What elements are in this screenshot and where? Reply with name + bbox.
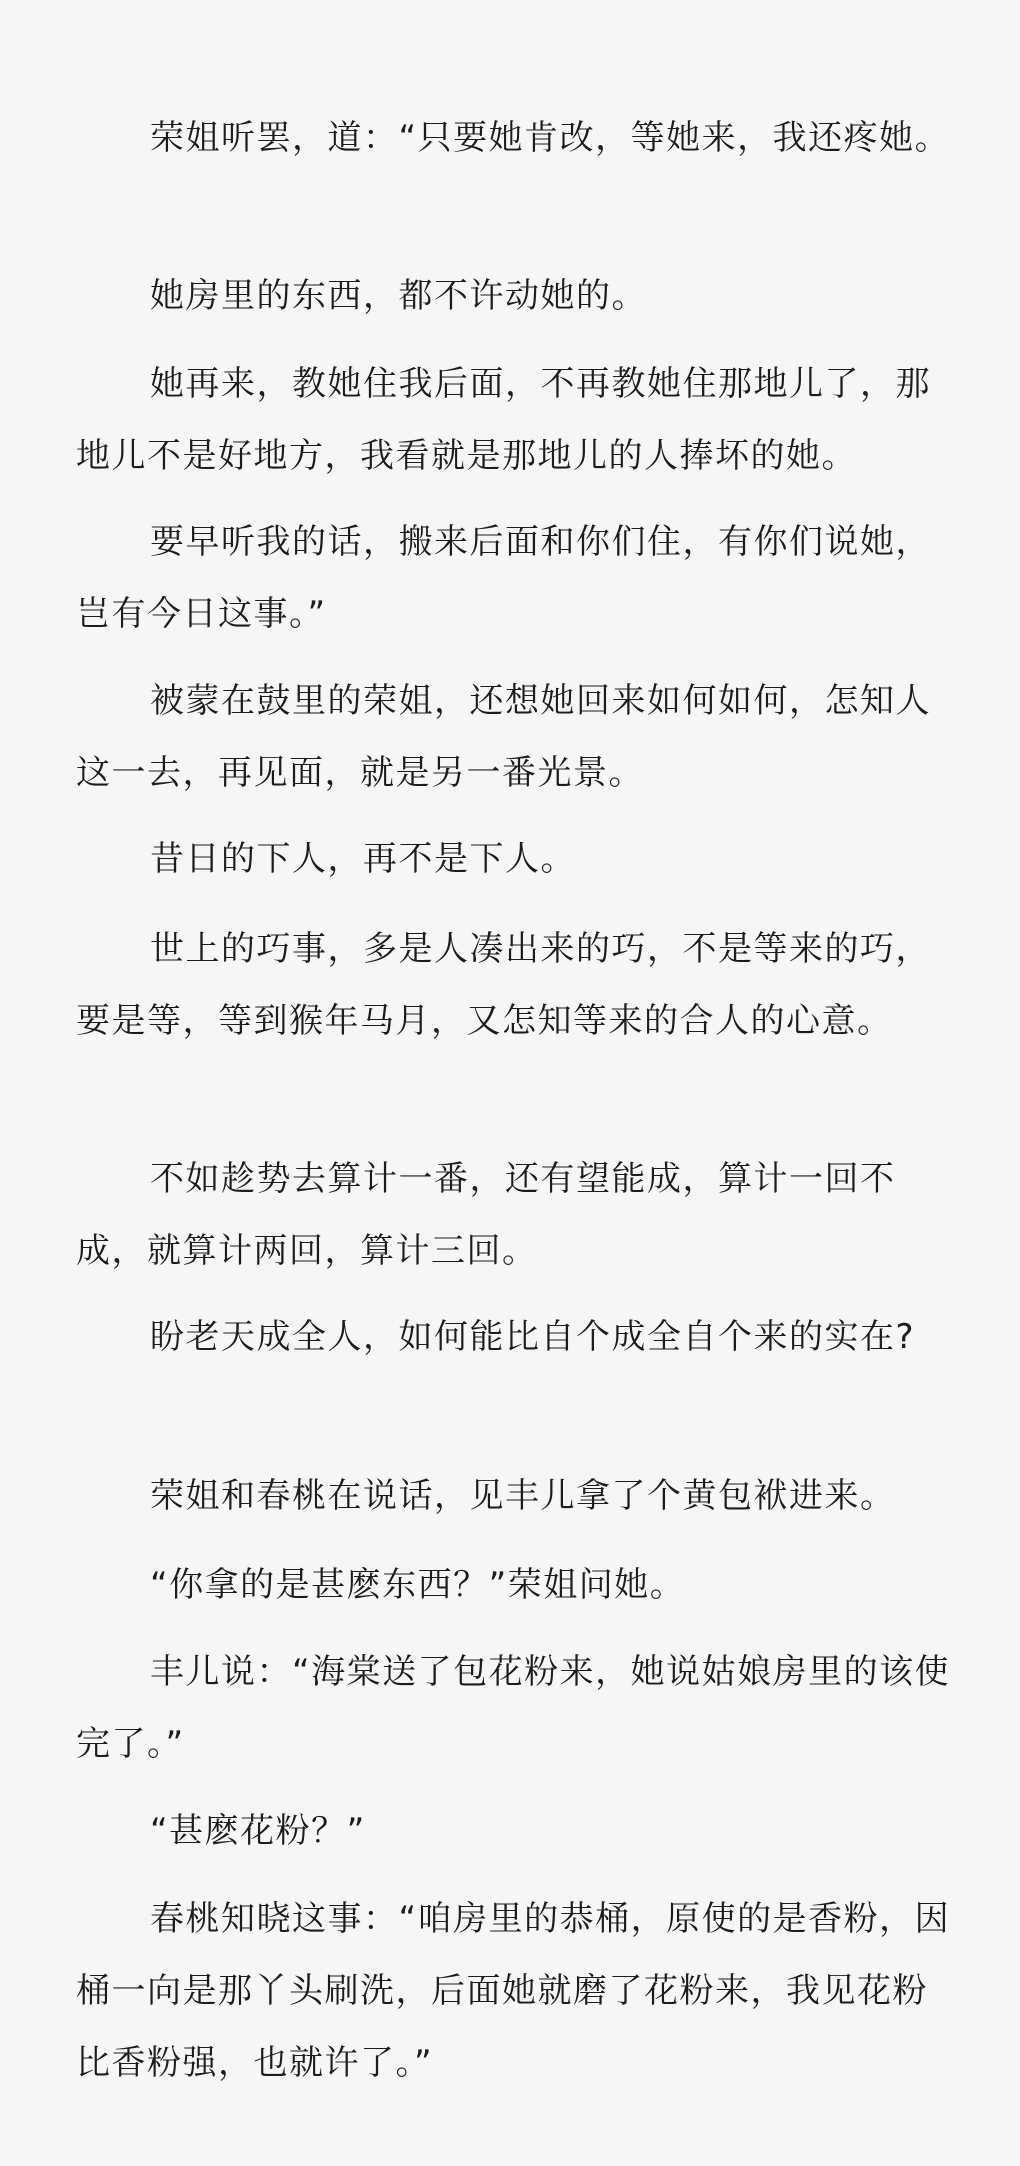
paragraph: 她房里的东西，都不许动她的。 (150, 276, 647, 316)
paragraph: 丰儿说：“海棠送了包花粉来，她说姑娘房里的该使完了。” (76, 1652, 951, 1764)
paragraph: “你拿的是甚麽东西？”荣姐问她。 (150, 1565, 686, 1605)
paragraph: 不如趁势去算计一番，还有望能成，算计一回不成，就算计两回，算计三回。 (76, 1159, 896, 1271)
paragraph: 要早听我的话，搬来后面和你们住，有你们说她，岂有今日这事。” (76, 522, 931, 634)
paragraph: 昔日的下人，再不是下人。 (150, 839, 576, 879)
paragraph: 盼老天成全人，如何能比自个成全自个来的实在? (150, 1317, 916, 1357)
paragraph: 她再来，教她住我后面，不再教她住那地儿了，那地儿不是好地方，我看就是那地儿的人捧坏的她。 (76, 364, 931, 476)
paragraph: 春桃知晓这事：“咱房里的恭桶，原使的是香粉，因桶一向是那丫头刷洗，后面她就磨了花粉来，我见花粉比香粉强，也就许了。” (76, 1899, 951, 2083)
paragraph: 被蒙在鼓里的荣姐，还想她回来如何如何，怎知人这一去，再见面，就是另一番光景。 (76, 681, 931, 793)
paragraph: 世上的巧事，多是人凑出来的巧，不是等来的巧，要是等，等到猴年马月，又怎知等来的合人的心意。 (76, 929, 931, 1041)
paragraph: “甚麽花粉？” (150, 1811, 366, 1851)
paragraph: 荣姐和春桃在说话，见丰儿拿了个黄包袱进来。 (150, 1476, 896, 1516)
paragraph: 荣姐听罢，道：“只要她肯改，等她来，我还疼她。 (150, 118, 951, 158)
